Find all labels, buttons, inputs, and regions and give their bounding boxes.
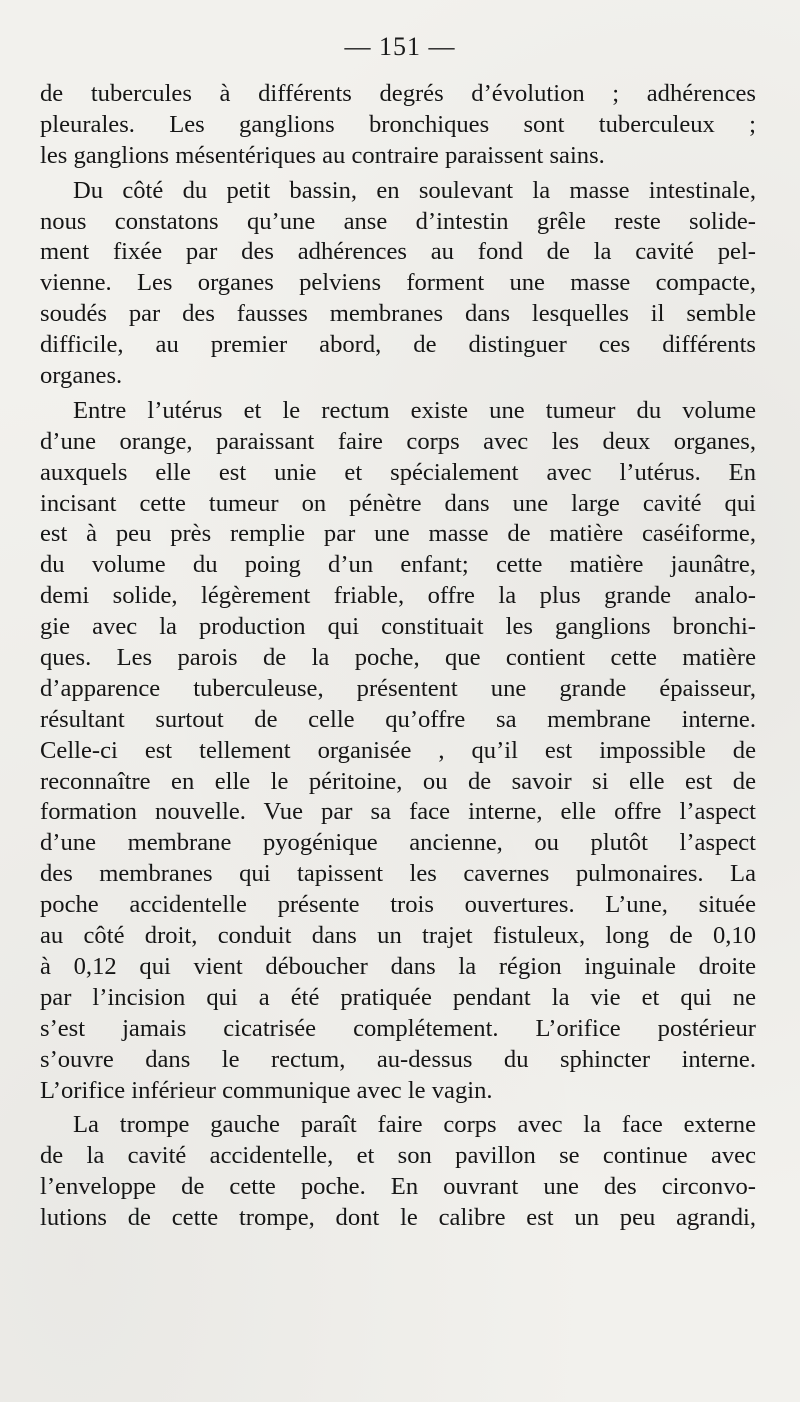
text-line: incisant cette tumeur on pénètre dans une large cavité qui xyxy=(40,489,756,517)
text-line: des membranes qui tapissent les cavernes pulmonaires. La xyxy=(40,860,756,888)
text-line: les ganglions mésentériques au contraire paraissent sains. xyxy=(40,141,605,169)
text-line: L’orifice inférieur communique avec le vagin. xyxy=(40,1076,493,1104)
text-line: s’est jamais cicatrisée complétement. L’orifice postérieur xyxy=(40,1014,756,1042)
text-line: l’enveloppe de cette poche. En ouvrant une des circonvo- xyxy=(40,1173,756,1201)
text-line: au côté droit, conduit dans un trajet fistuleux, long de 0,10 xyxy=(40,922,756,950)
text-line: poche accidentelle présente trois ouvertures. L’une, située xyxy=(40,891,756,919)
text-line: La trompe gauche paraît faire corps avec la face externe xyxy=(73,1111,756,1139)
text-line: de tubercules à différents degrés d’évolution ; adhérences xyxy=(40,80,756,107)
text-line: d’une membrane pyogénique ancienne, ou plutôt l’aspect xyxy=(40,829,756,857)
text-line: gie avec la production qui constituait les ganglions bronchi- xyxy=(40,613,756,641)
text-line: vienne. Les organes pelviens forment une masse compacte, xyxy=(40,269,756,297)
text-line: résultant surtout de celle qu’offre sa membrane interne. xyxy=(40,705,756,733)
text-line: pleurales. Les ganglions bronchiques sont tuberculeux ; xyxy=(40,110,756,138)
text-line: soudés par des fausses membranes dans lesquelles il semble xyxy=(40,300,756,328)
text-line: nous constatons qu’une anse d’intestin grêle reste solide- xyxy=(40,207,756,235)
text-line: s’ouvre dans le rectum, au-dessus du sphincter interne. xyxy=(40,1045,756,1073)
paragraph xyxy=(40,79,756,172)
paragraph xyxy=(40,396,756,1106)
text-line: lutions de cette trompe, dont le calibre est un peu agrandi, xyxy=(40,1204,756,1232)
text-line: par l’incision qui a été pratiquée pendant la vie et qui ne xyxy=(40,983,756,1011)
text-line: formation nouvelle. Vue par sa face interne, elle offre l’aspect xyxy=(40,798,756,826)
text-line: à 0,12 qui vient déboucher dans la région inguinale droite xyxy=(40,952,756,980)
text-line: Entre l’utérus et le rectum existe une tumeur du volume xyxy=(73,396,756,424)
text-line: ques. Les parois de la poche, que contient cette matière xyxy=(40,644,756,672)
text-line: du volume du poing d’un enfant; cette matière jaunâtre, xyxy=(40,551,756,579)
text-line: Du côté du petit bassin, en soulevant la masse intestinale, xyxy=(73,176,756,204)
text-line: organes. xyxy=(40,362,123,390)
text-line: d’apparence tuberculeuse, présentent une grande épaisseur, xyxy=(40,674,756,702)
text-line: d’une orange, paraissant faire corps avec les deux organes, xyxy=(40,427,756,455)
body-text xyxy=(40,79,756,1234)
text-line: auxquels elle est unie et spécialement avec l’utérus. En xyxy=(40,458,756,486)
text-line: est à peu près remplie par une masse de matière caséiforme, xyxy=(40,520,756,548)
text-line: ment fixée par des adhérences au fond de la cavité pel- xyxy=(40,238,756,266)
text-line: de la cavité accidentelle, et son pavillon se continue avec xyxy=(40,1142,756,1170)
page-number: — 151 — xyxy=(344,32,456,61)
text-line: difficile, au premier abord, de distinguer ces différents xyxy=(40,331,756,359)
text-line: reconnaître en elle le péritoine, ou de savoir si elle est de xyxy=(40,767,756,795)
paragraph xyxy=(40,1110,756,1234)
text-line: Celle-ci est tellement organisée , qu’il est impossible de xyxy=(40,736,756,764)
paragraph xyxy=(40,176,756,392)
text-line: demi solide, légèrement friable, offre la plus grande analo- xyxy=(40,582,756,610)
